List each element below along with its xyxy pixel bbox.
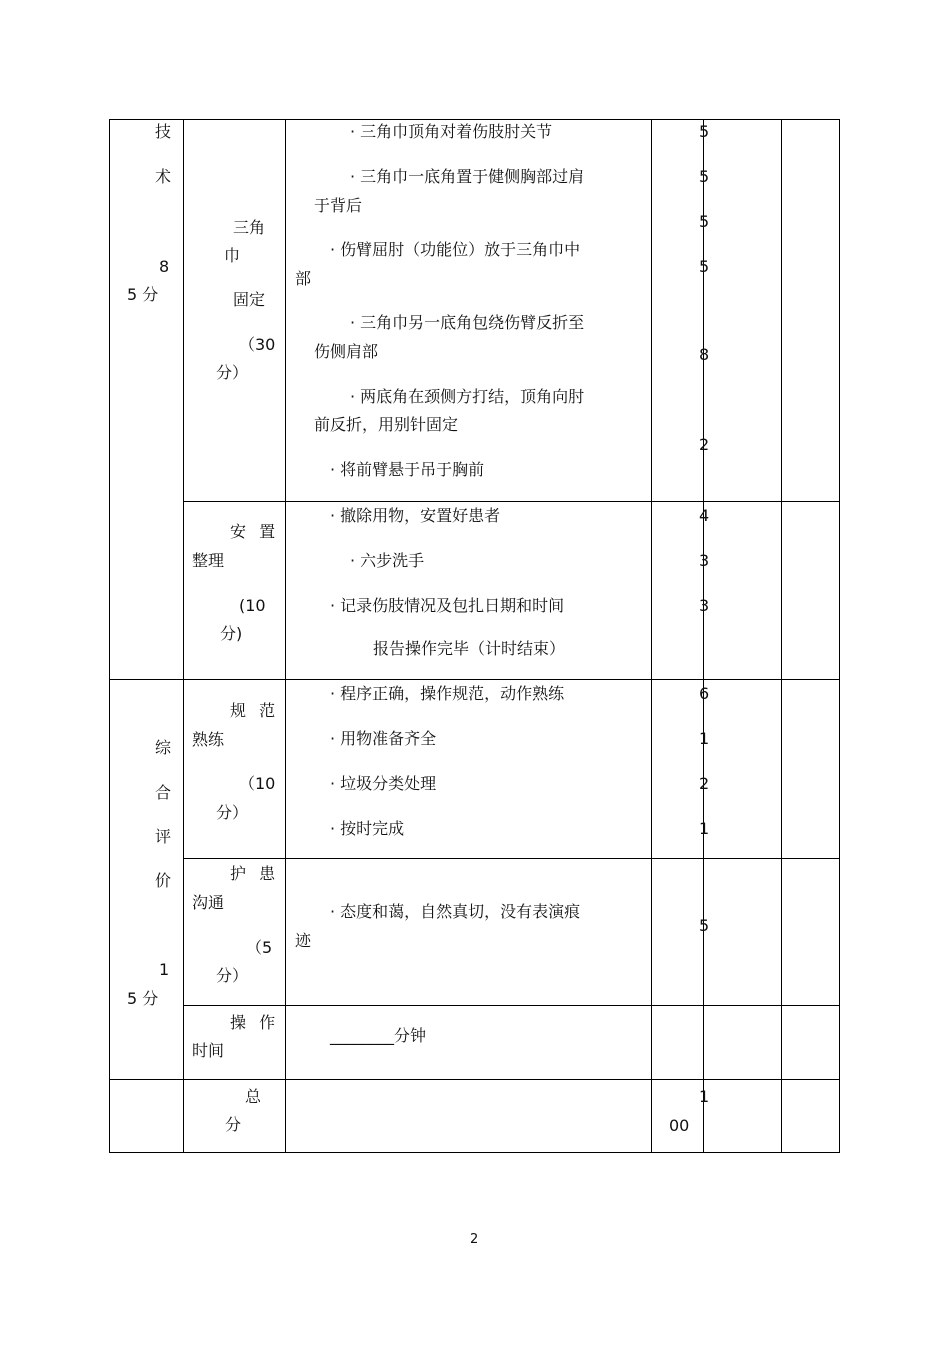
sling-score-5: 8: [699, 345, 710, 364]
comm-title-line4: 分）: [216, 966, 249, 985]
sling-score-6: 2: [699, 435, 710, 454]
sling-title-line5: 分）: [216, 363, 249, 382]
skill-title-line1: 规 范: [230, 701, 276, 720]
sling-step-1: · 三角巾顶角对着伤肢肘关节: [350, 122, 553, 141]
comm-title-line1: 护 患: [230, 864, 276, 883]
skill-title-line2: 熟练: [192, 730, 225, 749]
sling-title-line4: （30: [239, 335, 276, 354]
skill-step-1: · 程序正确，操作规范，动作熟练: [330, 684, 565, 703]
skill-score-2: 1: [699, 729, 710, 748]
time-blank-minutes: ________分钟: [330, 1026, 427, 1045]
sling-step-3b: 部: [295, 269, 312, 288]
tech-label-line1: 技: [155, 122, 172, 141]
comm-title-line2: 沟通: [192, 893, 225, 912]
table-right-border: [839, 119, 840, 1153]
tech-label-line2: 术: [155, 167, 172, 186]
eval-label-char-2: 合: [155, 783, 172, 802]
tidy-title-line1: 安 置: [230, 522, 276, 541]
table-bottom-border: [109, 1152, 840, 1153]
row-divider-skill: [183, 858, 840, 859]
tidy-step-4: 报告操作完毕（计时结束）: [373, 639, 566, 658]
table-left-border: [109, 119, 110, 1153]
time-title-line2: 时间: [192, 1041, 225, 1060]
sling-step-4b: 伤侧肩部: [314, 342, 379, 361]
tidy-score-1: 4: [699, 506, 710, 525]
skill-score-3: 2: [699, 774, 710, 793]
page-number: 2: [470, 1232, 479, 1247]
sling-step-5b: 前反折，用别针固定: [314, 415, 459, 434]
total-title-line2: 分: [225, 1115, 242, 1134]
tidy-title-line2: 整理: [192, 551, 225, 570]
tidy-step-2: · 六步洗手: [350, 551, 425, 570]
row-divider-eval: [109, 1079, 840, 1080]
sling-score-2: 5: [699, 167, 710, 186]
tech-score-line2: 5 分: [127, 285, 159, 304]
total-title-line1: 总: [245, 1087, 262, 1106]
skill-score-1: 6: [699, 684, 710, 703]
eval-score-line1: 1: [159, 960, 170, 979]
tidy-score-3: 3: [699, 596, 710, 615]
row-divider-sling: [183, 501, 840, 502]
sling-title-line2: 巾: [224, 246, 241, 265]
sling-step-3a: · 伤臂屈肘（功能位）放于三角巾中: [330, 240, 581, 259]
eval-label-char-1: 综: [155, 738, 172, 757]
tech-score-line1: 8: [159, 257, 170, 276]
eval-label-char-3: 评: [155, 827, 172, 846]
row-divider-comm: [183, 1005, 840, 1006]
column-divider-5: [781, 119, 782, 1153]
tidy-step-1: · 撤除用物，安置好患者: [330, 506, 501, 525]
total-score-line2: 00: [669, 1116, 690, 1135]
time-title-line1: 操 作: [230, 1013, 276, 1032]
comm-title-line3: （5: [246, 938, 273, 957]
sling-title-line3: 固定: [233, 290, 266, 309]
sling-step-4a: · 三角巾另一底角包绕伤臂反折至: [350, 313, 585, 332]
comm-step-1a: · 态度和蔼，自然真切，没有表演痕: [330, 902, 581, 921]
sling-step-6: · 将前臂悬于吊于胸前: [330, 460, 485, 479]
eval-score-line2: 5 分: [127, 989, 159, 1008]
comm-score: 5: [699, 916, 710, 935]
skill-step-2: · 用物准备齐全: [330, 729, 437, 748]
skill-step-3: · 垃圾分类处理: [330, 774, 437, 793]
tidy-title-line4: 分): [220, 624, 243, 643]
tidy-score-2: 3: [699, 551, 710, 570]
sling-step-2a: · 三角巾一底角置于健侧胸部过肩: [350, 167, 585, 186]
skill-score-4: 1: [699, 819, 710, 838]
eval-label-char-4: 价: [155, 871, 172, 890]
row-divider-tech: [109, 679, 840, 680]
tidy-title-line3: (10: [239, 596, 266, 615]
table-top-border: [109, 119, 840, 120]
skill-title-line4: 分）: [216, 803, 249, 822]
sling-title-line1: 三角: [233, 218, 266, 237]
sling-score-3: 5: [699, 212, 710, 231]
total-score-line1: 1: [699, 1087, 710, 1106]
skill-title-line3: （10: [239, 774, 276, 793]
comm-step-1b: 迹: [295, 931, 312, 950]
sling-score-4: 5: [699, 257, 710, 276]
sling-step-2b: 于背后: [314, 196, 363, 215]
skill-step-4: · 按时完成: [330, 819, 405, 838]
sling-score-1: 5: [699, 122, 710, 141]
sling-step-5a: · 两底角在颈侧方打结，顶角向肘: [350, 387, 585, 406]
tidy-step-3: · 记录伤肢情况及包扎日期和时间: [330, 596, 565, 615]
column-divider-2: [285, 119, 286, 1153]
column-divider-3: [651, 119, 652, 1153]
column-divider-1: [183, 119, 184, 1153]
